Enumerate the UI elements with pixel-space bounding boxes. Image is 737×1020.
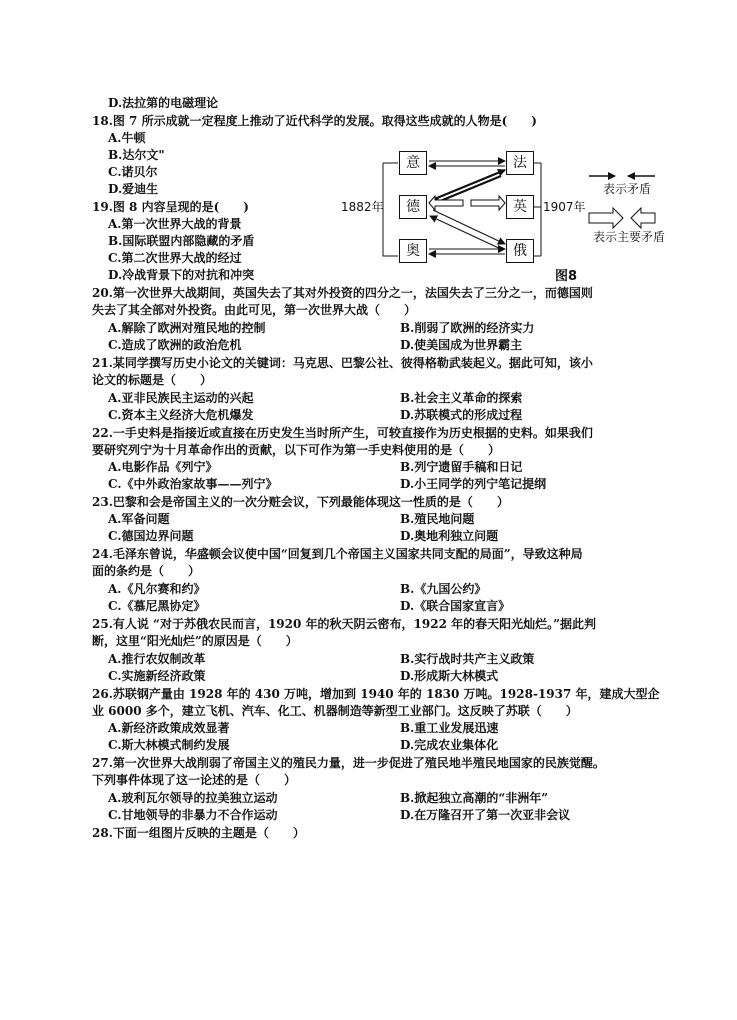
q20-stem-line2: 失去了其全部对外投资。由此可见，第一次世界大战（ ） [92, 303, 417, 317]
q21-option-b: B.社会主义革命的探索 [400, 391, 523, 405]
q21-option-d: D.苏联模式的形成过程 [400, 408, 523, 422]
node-russia: 俄 [506, 239, 534, 263]
q19-option-c: C.第二次世界大战的经过 [108, 251, 242, 265]
q25-option-d: D.形成斯大林模式 [400, 669, 499, 683]
q20-option-b: B.削弱了欧洲的经济实力 [400, 321, 535, 335]
q17-option-d: D.法拉第的电磁理论 [108, 96, 219, 110]
legend-conflict-label: 表示矛盾 [603, 182, 652, 196]
q25-stem-line2: 断，这里“阳光灿烂”的原因是（ ） [92, 634, 298, 648]
q26-stem-line2: 业 6000 多个，建立飞机、汽车、化工、机器制造等新型工业部门。这反映了苏联（ ） [92, 704, 578, 718]
q23-option-b: B.殖民地问题 [400, 512, 475, 526]
q19-stem: 19.图 8 内容呈现的是( ) [92, 200, 249, 214]
q25-option-c: C.实施新经济政策 [108, 669, 206, 683]
q22-stem-line2: 要研究列宁为十月革命作出的贡献，以下可作为第一手史料使用的是（ ） [92, 443, 501, 457]
q25-stem-line1: 25.有人说 “对于苏俄农民而言，1920 年的秋天阴云密布，1922 年的春天阳光灿烂。”据此判 [92, 617, 597, 631]
q27-option-a: A.玻利瓦尔领导的拉美独立运动 [108, 791, 278, 805]
q21-option-c: C.资本主义经济大危机爆发 [108, 408, 254, 422]
q18-option-c: C.诺贝尔 [108, 165, 158, 179]
q22-stem-line1: 22.一手史料是指接近或直接在历史发生当时所产生，可较直接作为历史根据的史料。如果我们 [92, 426, 593, 440]
q24-option-b: B.《九国公约》 [400, 582, 487, 596]
legend-main-conflict-label: 表示主要矛盾 [593, 230, 666, 244]
q21-stem-line1: 21.某同学撰写历史小论文的关键词：马克思、巴黎公社、彼得格勒武装起义。据此可知，该小 [92, 356, 593, 370]
q18-option-a: A.牛顿 [108, 131, 146, 145]
q19-option-a: A.第一次世界大战的背景 [108, 217, 242, 231]
q22-option-b: B.列宁遗留手稿和日记 [400, 460, 523, 474]
node-austria: 奥 [399, 239, 427, 263]
figure-8-arrows [337, 146, 667, 286]
year-1907-label: 1907年 [543, 200, 586, 214]
node-britain: 英 [506, 195, 534, 219]
q23-option-a: A.军备问题 [108, 512, 170, 526]
q24-stem-line2: 面的条约是（ ） [92, 564, 201, 578]
q24-option-d: D.《联合国家宣言》 [400, 599, 511, 613]
node-italy: 意 [399, 151, 427, 175]
q22-option-c: C.《中外政治家故事——列宁》 [108, 477, 278, 491]
q23-stem: 23.巴黎和会是帝国主义的一次分赃会议，下列最能体现这一性质的是（ ） [92, 495, 509, 509]
q20-option-c: C.造成了欧洲的政治危机 [108, 338, 242, 352]
node-france: 法 [506, 151, 534, 175]
q28-stem: 28.下面一组图片反映的主题是（ ） [92, 826, 305, 840]
q18-option-d: D.爱迪生 [108, 182, 159, 196]
q19-option-d: D.冷战背景下的对抗和冲突 [108, 268, 255, 282]
q25-option-a: A.推行农奴制改革 [108, 652, 206, 666]
year-1882-label: 1882年 [341, 200, 384, 214]
q26-option-b: B.重工业发展迅速 [400, 721, 499, 735]
q18-option-b: B.达尔文" [108, 148, 165, 162]
q24-option-a: A.《凡尔赛和约》 [108, 582, 206, 596]
figure-caption: 图8 [555, 269, 578, 284]
q23-option-d: D.奥地利独立问题 [400, 529, 499, 543]
q27-option-c: C.甘地领导的非暴力不合作运动 [108, 808, 278, 822]
q20-option-a: A.解除了欧洲对殖民地的控制 [108, 321, 266, 335]
q23-option-c: C.德国边界问题 [108, 529, 194, 543]
q25-option-b: B.实行战时共产主义政策 [400, 652, 535, 666]
q27-stem-line1: 27.第一次世界大战削弱了帝国主义的殖民力量，进一步促进了殖民地半殖民地国家的民族觉醒。 [92, 756, 605, 770]
figure-8-diagram [337, 146, 667, 286]
q19-option-b: B.国际联盟内部隐藏的矛盾 [108, 234, 255, 248]
q27-stem-line2: 下列事件体现了这一论述的是（ ） [92, 773, 297, 787]
q26-option-c: C.斯大林模式制约发展 [108, 738, 230, 752]
q20-stem-line1: 20.第一次世界大战期间，英国失去了其对外投资的四分之一，法国失去了三分之一，而德国则 [92, 286, 593, 300]
q22-option-a: A.电影作品《列宁》 [108, 460, 218, 474]
q27-option-d: D.在万隆召开了第一次亚非会议 [400, 808, 571, 822]
q26-option-a: A.新经济政策成效显著 [108, 721, 230, 735]
q21-stem-line2: 论文的标题是（ ） [92, 373, 213, 387]
node-germany: 德 [399, 195, 427, 219]
q22-option-d: D.小王同学的列宁笔记提纲 [400, 477, 547, 491]
q20-option-d: D.使美国成为世界霸主 [400, 338, 523, 352]
q27-option-b: B.掀起独立高潮的“非洲年” [400, 791, 549, 805]
q18-stem: 18.图 7 所示成就一定程度上推动了近代科学的发展。取得这些成就的人物是( ) [92, 114, 537, 128]
q26-stem-line1: 26.苏联钢产量由 1928 年的 430 万吨，增加到 1940 年的 1830 万吨。1928-1937 年，建成大型企 [92, 687, 660, 701]
q24-option-c: C.《慕尼黑协定》 [108, 599, 206, 613]
q26-option-d: D.完成农业集体化 [400, 738, 499, 752]
q21-option-a: A.亚非民族民主运动的兴起 [108, 391, 254, 405]
q24-stem-line1: 24.毛泽东曾说，华盛顿会议使中国“回复到几个帝国主义国家共同支配的局面”，导致这种局 [92, 547, 583, 561]
